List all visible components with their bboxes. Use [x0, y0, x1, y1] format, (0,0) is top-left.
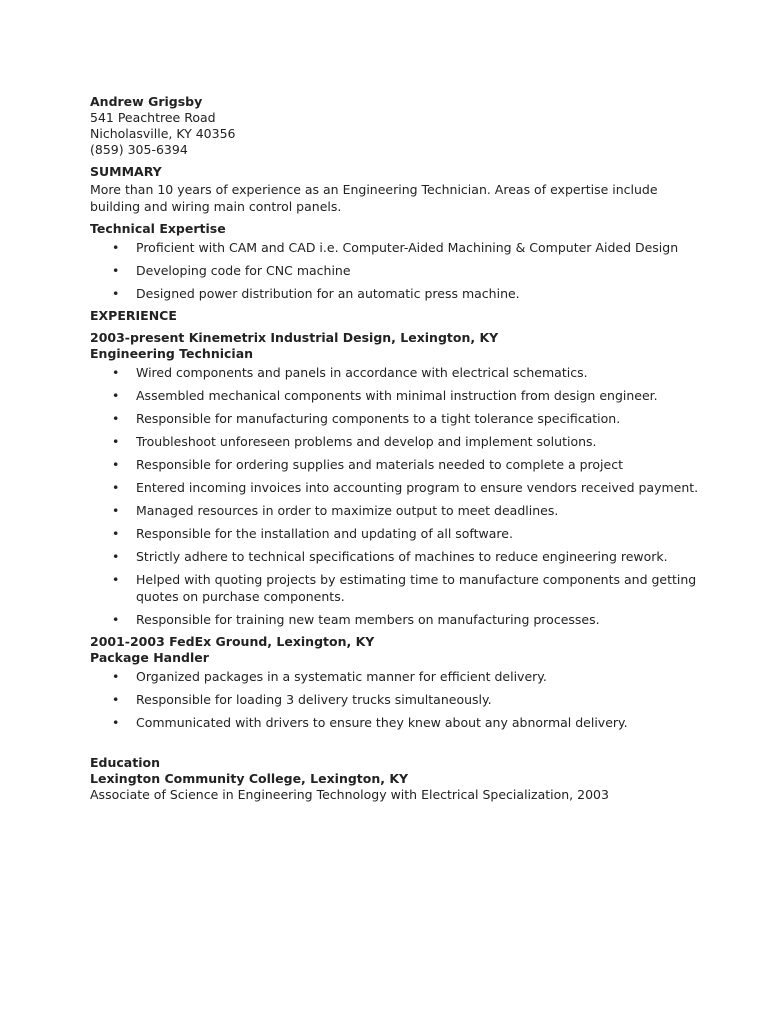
- bullet-icon: •: [112, 715, 120, 730]
- education-block: [90, 755, 710, 803]
- list-item: • Proficient with CAM and CAD i.e. Computer-Aided Machining & Computer Aided Design: [112, 240, 679, 255]
- bullet-icon: •: [112, 503, 120, 518]
- bullet-icon: •: [112, 692, 120, 707]
- degree-text: Associate of Science in Engineering Technology with Electrical Specialization, 2003: [90, 787, 609, 802]
- summary-text: More than 10 years of experience as an Engineering Technician. Areas of expertise include building and wiring main control panels.: [90, 182, 658, 214]
- list-item: • Designed power distribution for an automatic press machine.: [112, 286, 520, 301]
- bullet-icon: •: [112, 263, 120, 278]
- summary-heading: SUMMARY: [90, 164, 162, 179]
- bullet-icon: •: [112, 669, 120, 684]
- bullet-icon: •: [112, 526, 120, 541]
- section-spacer: [90, 737, 710, 755]
- job-title: Engineering Technician: [90, 346, 254, 361]
- phone-number: (859) 305-6394: [90, 142, 188, 157]
- street-address: 541 Peachtree Road: [90, 110, 216, 125]
- school-name: Lexington Community College, Lexington, KY: [90, 771, 409, 786]
- list-item: • Entered incoming invoices into accounting program to ensure vendors received payment.: [112, 480, 699, 495]
- job-duties-list: [90, 364, 710, 628]
- list-item: • Strictly adhere to technical specifications of machines to reduce engineering rework.: [112, 549, 668, 564]
- bullet-icon: •: [112, 572, 120, 587]
- bullet-icon: •: [112, 480, 120, 495]
- job-duties-list: [90, 668, 710, 731]
- job-title: Package Handler: [90, 650, 209, 665]
- bullet-icon: •: [112, 612, 120, 627]
- list-item: • Helped with quoting projects by estimating time to manufacture components and getting quotes on purchase components.: [112, 572, 697, 604]
- city-state-zip: Nicholasville, KY 40356: [90, 126, 236, 141]
- experience-heading: EXPERIENCE: [90, 308, 177, 323]
- job-fedex: [90, 634, 710, 731]
- list-item: • Responsible for ordering supplies and materials needed to complete a project: [112, 457, 623, 472]
- bullet-icon: •: [112, 457, 120, 472]
- job-kinemetrix: [90, 330, 710, 628]
- bullet-icon: •: [112, 286, 120, 301]
- list-item: • Managed resources in order to maximize output to meet deadlines.: [112, 503, 559, 518]
- bullet-icon: •: [112, 434, 120, 449]
- list-item: • Organized packages in a systematic manner for efficient delivery.: [112, 669, 547, 684]
- list-item: • Responsible for training new team members on manufacturing processes.: [112, 612, 600, 627]
- job-heading: 2003-present Kinemetrix Industrial Design, Lexington, KY: [90, 330, 499, 345]
- technical-expertise-heading: Technical Expertise: [90, 221, 226, 236]
- contact-block: [90, 94, 710, 158]
- education-heading: Education: [90, 755, 160, 770]
- list-item: • Responsible for manufacturing components to a tight tolerance specification.: [112, 411, 621, 426]
- list-item: • Communicated with drivers to ensure they knew about any abnormal delivery.: [112, 715, 628, 730]
- bullet-icon: •: [112, 549, 120, 564]
- candidate-name: Andrew Grigsby: [90, 94, 203, 109]
- list-item: • Wired components and panels in accordance with electrical schematics.: [112, 365, 588, 380]
- bullet-icon: •: [112, 388, 120, 403]
- list-item: • Developing code for CNC machine: [112, 263, 351, 278]
- job-heading: 2001-2003 FedEx Ground, Lexington, KY: [90, 634, 375, 649]
- bullet-icon: •: [112, 411, 120, 426]
- bullet-icon: •: [112, 365, 120, 380]
- resume-document: [90, 94, 710, 803]
- bullet-icon: •: [112, 240, 120, 255]
- list-item: • Assembled mechanical components with minimal instruction from design engineer.: [112, 388, 658, 403]
- list-item: • Responsible for the installation and updating of all software.: [112, 526, 513, 541]
- technical-expertise-list: [90, 239, 710, 302]
- list-item: • Responsible for loading 3 delivery trucks simultaneously.: [112, 692, 492, 707]
- list-item: • Troubleshoot unforeseen problems and develop and implement solutions.: [112, 434, 597, 449]
